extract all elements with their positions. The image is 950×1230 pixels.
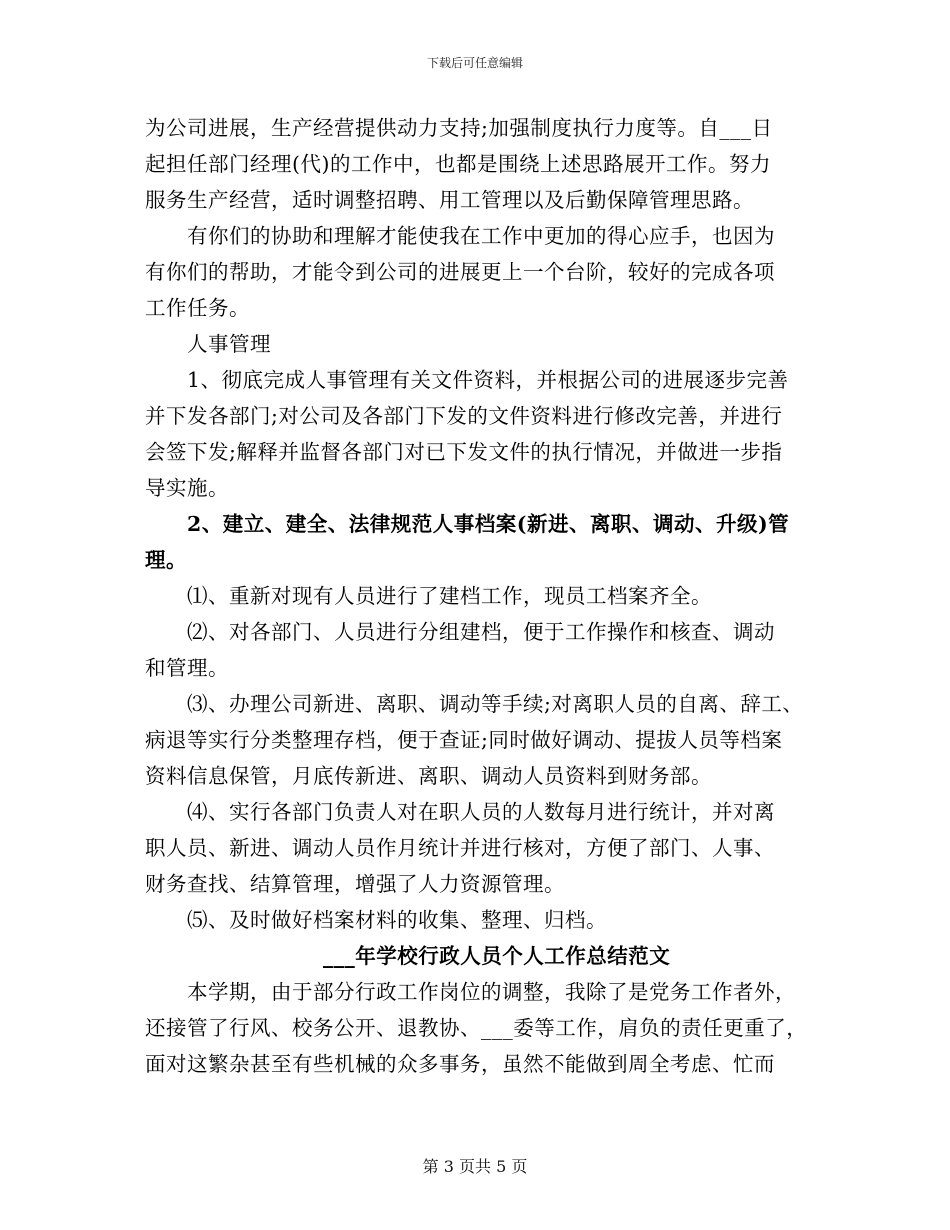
paragraph-line: 和管理。: [145, 656, 229, 680]
download-note: 下载后可任意编辑: [426, 56, 523, 70]
paragraph-line: 1、彻底完成人事管理有关文件资料，并根据公司的进展逐步完善: [187, 368, 789, 392]
paragraph-line: 并下发各部门;对公司及各部门下发的文件资料进行修改完善，并进行: [145, 404, 783, 428]
list-item: ⑸、及时做好档案材料的收集、整理、归档。: [187, 908, 607, 932]
paragraph-line: 有你们的帮助，才能令到公司的进展更上一个台阶，较好的完成各项: [145, 260, 775, 284]
bold-heading-line: 理。: [145, 548, 187, 572]
paragraph-line: 病退等实行分类整理存档，便于查证;同时做好调动、提拔人员等档案: [145, 728, 783, 752]
document-body: [145, 110, 813, 1082]
paragraph-line: 本学期，由于部分行政工作岗位的调整，我除了是党务工作者外，: [187, 980, 796, 1004]
paragraph-line: 职人员、新进、调动人员作月统计并进行核对，方便了部门、人事、: [145, 836, 775, 860]
paragraph-line: 为公司进展，生产经营提供动力支持;加强制度执行力度等。自___日: [145, 116, 773, 140]
paragraph-line: 面对这繁杂甚至有些机械的众多事务，虽然不能做到周全考虑、忙而: [145, 1052, 775, 1076]
bold-heading-line: 2、建立、建全、法律规范人事档案(新进、离职、调动、升级)管: [187, 512, 790, 536]
list-item: ⑷、实行各部门负责人对在职人员的人数每月进行统计，并对离: [187, 800, 775, 824]
list-item: ⑵、对各部门、人员进行分组建档，便于工作操作和核查、调动: [187, 620, 775, 644]
paragraph-line: 起担任部门经理(代)的工作中，也都是围绕上述思路展开工作。努力: [145, 152, 771, 176]
list-item: ⑶、办理公司新进、离职、调动等手续;对离职人员的自离、辞工、: [187, 692, 804, 716]
page-number: 第 3 页共 5 页: [422, 1157, 528, 1176]
paragraph-line: 服务生产经营，适时调整招聘、用工管理以及后勤保障管理思路。: [145, 188, 754, 212]
list-item: ⑴、重新对现有人员进行了建档工作，现员工档案齐全。: [187, 584, 712, 608]
paragraph-line: 会签下发;解释并监督各部门对已下发文件的执行情况，并做进一步指: [145, 440, 783, 464]
paragraph-line: 还接管了行风、校务公开、退教协、___委等工作，肩负的责任更重了，: [145, 1016, 808, 1040]
paragraph-line: 导实施。: [145, 476, 229, 500]
paragraph-line: 资料信息保管，月底传新进、离职、调动人员资料到财务部。: [145, 764, 712, 788]
article-title: ___年学校行政人员个人工作总结范文: [323, 944, 671, 968]
paragraph-line: 有你们的协助和理解才能使我在工作中更加的得心应手，也因为: [187, 224, 775, 248]
section-heading: 人事管理: [187, 332, 271, 356]
paragraph-line: 财务查找、结算管理，增强了人力资源管理。: [145, 872, 565, 896]
paragraph-line: 工作任务。: [145, 296, 250, 320]
